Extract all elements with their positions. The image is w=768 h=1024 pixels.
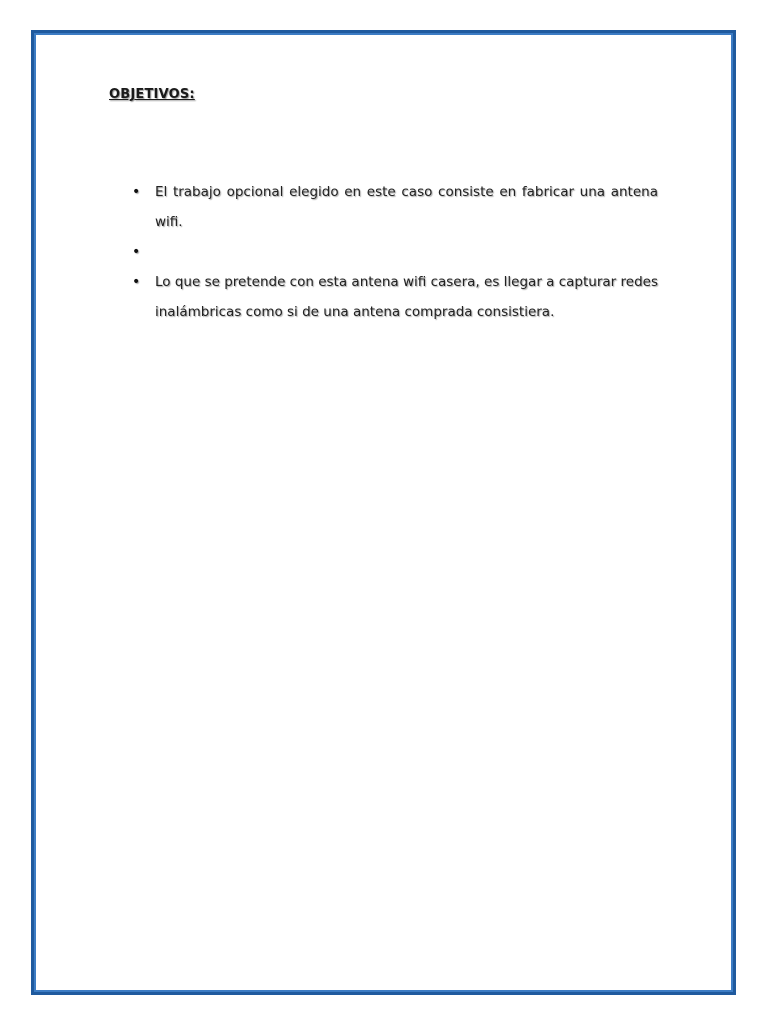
list-item-text: El trabajo opcional elegido en este caso consiste en fabricar una antena wifi. — [155, 184, 658, 230]
list-item — [130, 177, 658, 237]
list-item — [130, 267, 658, 327]
bullet-icon: • — [132, 184, 141, 200]
list-item — [130, 237, 658, 267]
page-border — [31, 30, 736, 995]
bullet-icon: • — [132, 274, 141, 290]
section-heading: OBJETIVOS: — [109, 87, 195, 102]
bullet-list — [130, 177, 658, 327]
list-item-text: Lo que se pretende con esta antena wifi casera, es llegar a capturar redes inalámbricas como si de una antena comprada consistiera. — [155, 274, 658, 320]
bullet-icon: • — [132, 244, 141, 260]
